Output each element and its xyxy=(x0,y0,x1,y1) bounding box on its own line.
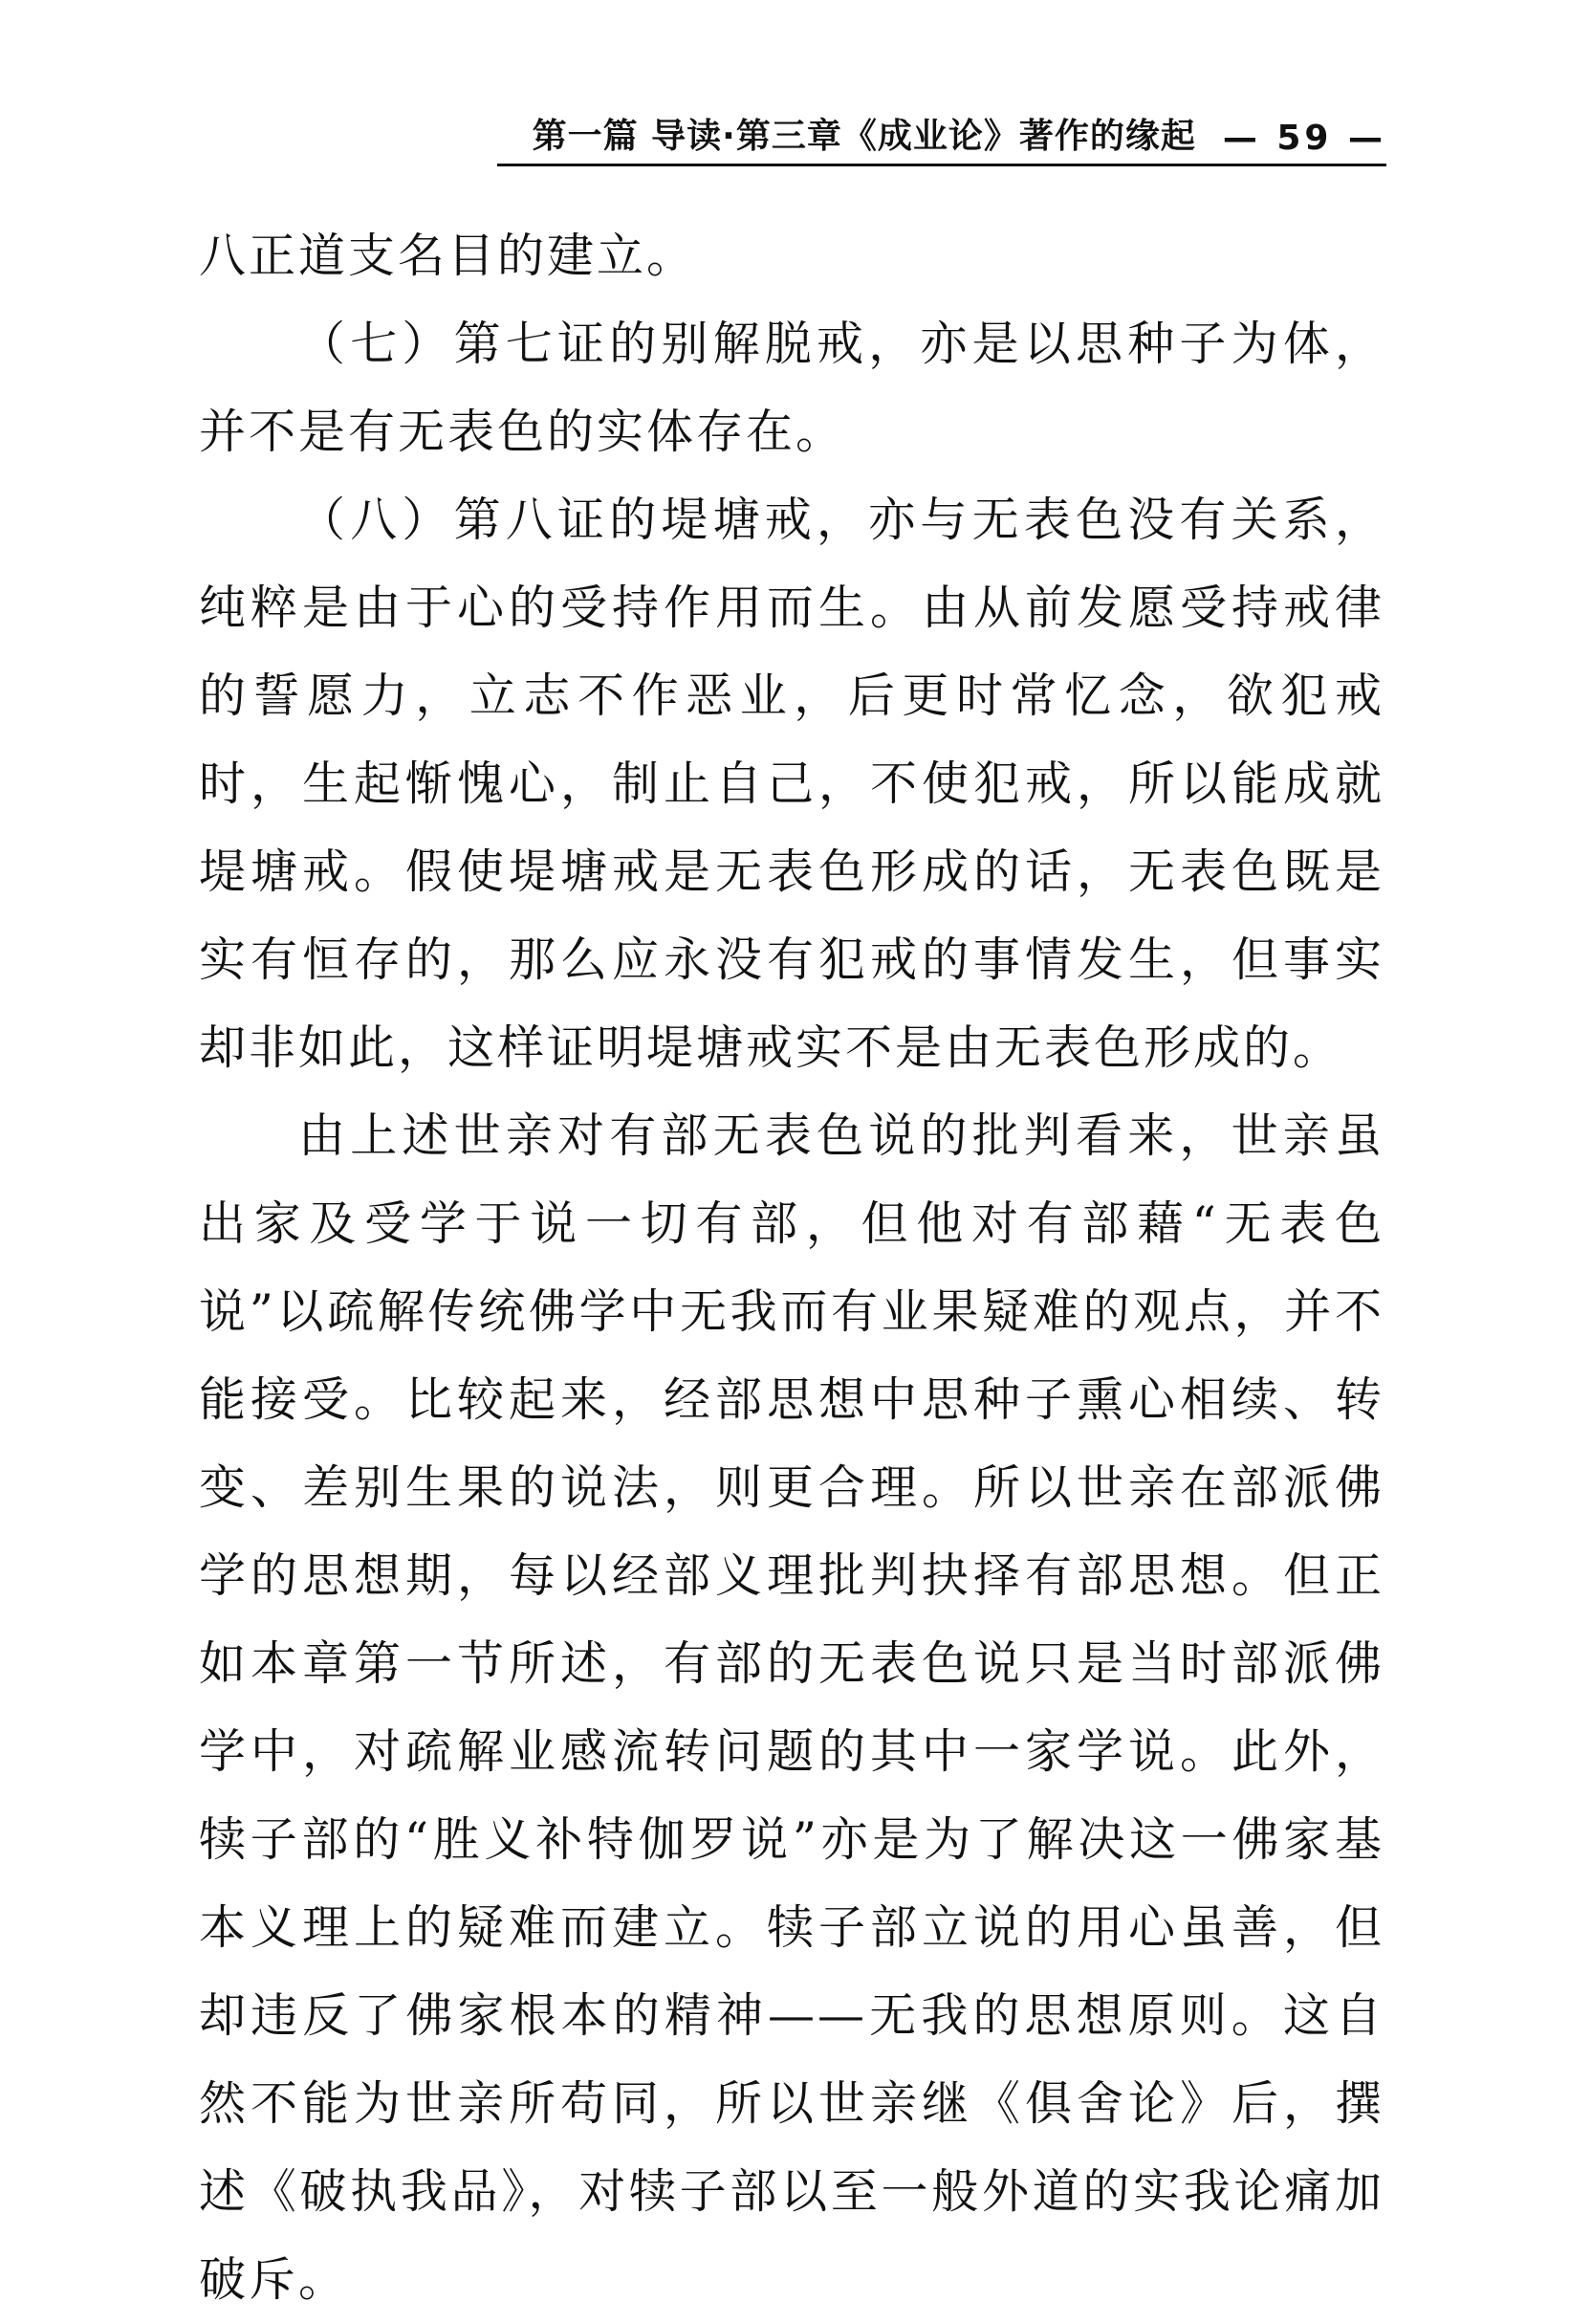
paragraph-conclusion: 由上述世亲对有部无表色说的批判看来，世亲虽出家及受学于说一切有部，但他对有部藉“无表色说”以疏解传统佛学中无我而有业果疑难的观点，并不能接受。比较起来，经部思想中思种子熏心相续、转变、差别生果的说法，则更合理。所以世亲在部派佛学的思想期，每以经部义理批判抉择有部思想。但正如本章第一节所述，有部的无表色说只是当时部派佛学中，对疏解业感流转问题的其中一家学说。此外，犊子部的“胜义补特伽罗说”亦是为了解决这一佛家基本义理上的疑难而建立。犊子部立说的用心虽善，但却违反了佛家根本的精神——无我的思想原则。这自然不能为世亲所苟同，所以世亲继《俱舍论》后，撰述《破执我品》，对犊子部以至一般外道的实我论痛加破斥。 xyxy=(199,1108,1384,2307)
paragraph-seventh-proof: （七）第七证的别解脱戒，亦是以思种子为体，并不是有无表色的实体存在。 xyxy=(199,317,1384,459)
running-header xyxy=(497,113,1386,166)
paragraph-eighth-proof: （八）第八证的堤塘戒，亦与无表色没有关系，纯粹是由于心的受持作用而生。由从前发愿受持戒律的誓愿力，立志不作恶业，后更时常忆念，欲犯戒时，生起惭愧心，制止自己，不使犯戒，所以能成就堤塘戒。假使堤塘戒是无表色形成的话，无表色既是实有恒存的，那么应永没有犯戒的事情发生，但事实却非如此，这样证明堤塘戒实不是由无表色形成的。 xyxy=(199,493,1384,1075)
chapter-title: 第一篇 导读·第三章《成业论》著作的缘起 xyxy=(532,117,1196,156)
paragraph-continuation: 八正道支名目的建立。 xyxy=(199,229,697,283)
body-text xyxy=(199,212,1384,2324)
page-number: — 59 — xyxy=(1222,119,1386,158)
